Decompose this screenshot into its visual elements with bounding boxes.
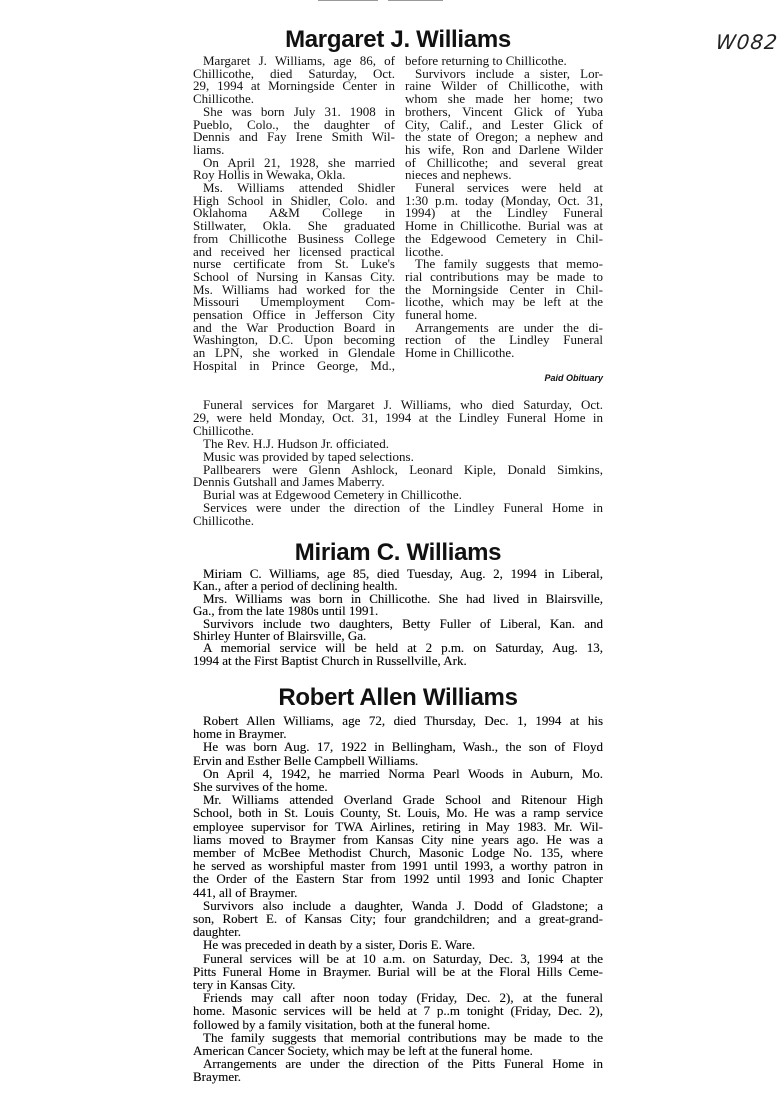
text-line: The family suggests that memo-: [415, 256, 603, 272]
text-line: Home in Chillicothe.: [405, 345, 515, 361]
paragraph: [405, 65, 603, 183]
text-line: raine Wilder of Chillicothe, with: [405, 78, 603, 94]
text-line: Ms. Williams had worked for the: [193, 281, 395, 297]
paragraph: [193, 740, 603, 766]
text-line: A memorial service will be held at 2 p.m. on Saturday, Aug. 13,: [203, 640, 603, 656]
text-line: son, Robert E. of Kansas City; four grandchildren; and a great-grand-: [193, 911, 603, 927]
text-line: rial contributions may be made to: [405, 268, 603, 284]
text-line: Shirley Hunter of Blairsville, Ga.: [193, 628, 367, 644]
text-line: liams.: [193, 141, 225, 157]
text-line: the Edgewood Cemetery in Chil-: [405, 230, 603, 246]
paragraph: [193, 55, 395, 106]
text-line: She was born July 31. 1908 in: [203, 103, 395, 119]
text-line: the Morningside Center in Chil-: [405, 281, 603, 297]
text-line: Kan., after a period of declining health.: [193, 578, 398, 594]
obituary-title-miriam: Miriam C. Williams: [294, 539, 502, 566]
text-line: liams moved to Braymer from Kansas City nine years ago. He was a: [193, 831, 603, 847]
text-line: 1994 at the First Baptist Church in Russellville, Ark.: [193, 652, 467, 668]
paragraph: [193, 767, 603, 793]
funeral-services-notice: [193, 399, 603, 528]
text-line: She survives of the home.: [193, 779, 328, 795]
text-line: Pallbearers were Glenn Ashlock, Leonard Kiple, Donald Simkins,: [203, 461, 603, 477]
text-line: nurse certificate from St. Luke's: [193, 256, 395, 272]
text-line: daughter.: [193, 924, 242, 940]
text-line: he served as worshipful master from 1991 until 1993, a worthy patron in: [193, 858, 603, 874]
text-line: Hospital in Prince George, Md.,: [193, 357, 395, 373]
text-line: rection of the Lindley Funeral: [405, 332, 603, 348]
handwritten-annotation: W082: [714, 30, 779, 54]
paragraph: [193, 502, 603, 528]
text-line: Ms. Williams attended Shidler: [203, 180, 395, 196]
text-line: Arrangements are under the direction of the Pitts Funeral Home in: [203, 1056, 603, 1072]
text-line: 29, 1994 at Morningside Center in: [193, 78, 395, 94]
text-line: from Chillicothe Business College: [193, 230, 395, 246]
text-line: Funeral services were held at: [415, 180, 603, 196]
text-line: Funeral services for Margaret J. Williams, who died Saturday, Oct.: [203, 397, 603, 412]
text-line: 441, all of Braymer.: [193, 884, 298, 900]
paragraph: [193, 154, 395, 183]
paragraph: [193, 461, 603, 490]
paragraph: [193, 615, 603, 644]
top-rule: [388, 0, 443, 1]
text-line: pensation Office in Jefferson City: [193, 307, 395, 323]
text-line: Mrs. Williams was born in Chillicothe. She had lived in Blairsville,: [203, 590, 603, 606]
paragraph: [193, 642, 603, 667]
text-line: 1994) at the Lindley Funeral: [405, 205, 603, 221]
text-line: of Chillicothe; and several great: [405, 154, 603, 170]
paragraph: [193, 399, 603, 438]
text-line: and received her licensed practical: [193, 243, 395, 259]
paragraph: [193, 938, 603, 951]
text-line: On April 4, 1942, he married Norma Pearl Woods in Auburn, Mo.: [203, 765, 603, 781]
text-line: Music was provided by taped selections.: [203, 448, 414, 464]
text-line: The family suggests that memorial contributions may be made to the: [203, 1029, 603, 1045]
text-line: whom she made her home; two: [405, 91, 603, 107]
margaret-column-1: [193, 55, 395, 373]
text-line: Miriam C. Williams, age 85, died Tuesday, Aug. 2, 1994 in Liberal,: [203, 566, 603, 581]
text-line: Survivors also include a daughter, Wanda J. Dodd of Gladstone; a: [203, 897, 603, 913]
text-line: Ervin and Esther Belle Campbell Williams.: [193, 752, 419, 768]
paragraph: [193, 103, 395, 157]
text-line: Arrangements are under the di-: [415, 319, 603, 335]
text-line: home. Masonic services will be held at 7 p..m tonight (Friday, Dec. 2),: [193, 1003, 603, 1019]
text-line: his wife, Ron and Darlene Wilder: [405, 141, 603, 157]
text-line: and the War Production Board in: [193, 319, 395, 335]
paragraph: [405, 319, 603, 361]
text-line: The Rev. H.J. Hudson Jr. officiated.: [203, 435, 389, 451]
text-line: the state of Oregon; a nephew and: [405, 129, 603, 145]
text-line: Home in Chillicothe. Burial was at: [405, 218, 603, 234]
text-line: Survivors include a sister, Lor-: [415, 65, 603, 81]
text-line: School, both in St. Louis County, St. Louis, Mo. He was a ramp service: [193, 805, 603, 821]
text-line: School of Nursing in Kansas City.: [193, 268, 395, 284]
text-line: On April 21, 1928, she married: [203, 154, 395, 170]
text-line: Missouri Umemployment Com-: [193, 294, 395, 310]
text-line: Dennis Gutshall and James Maberry.: [193, 474, 385, 490]
text-line: employee supervisor for TWA Airlines, retiring in May 1983. Mr. Wil-: [193, 818, 603, 834]
text-line: Stillwater, Okla. She graduated: [193, 218, 395, 234]
paragraph: [193, 899, 603, 939]
text-line: Ga., from the late 1980s until 1991.: [193, 603, 379, 619]
text-line: Survivors include two daughters, Betty Fuller of Liberal, Kan. and: [203, 615, 603, 631]
text-line: funeral home.: [405, 307, 478, 323]
text-line: Chillicothe.: [193, 422, 255, 438]
text-line: 1:30 p.m. today (Monday, Oct. 31,: [405, 192, 603, 208]
paid-obituary-credit: Paid Obituary: [544, 373, 603, 383]
text-line: member of McBee Methodist Church, Masonic Lodge No. 135, where: [193, 845, 603, 861]
margaret-column-2: [405, 55, 603, 360]
robert-body: [193, 714, 603, 1084]
text-line: home in Braymer.: [193, 726, 287, 742]
miriam-body: [193, 568, 603, 667]
text-line: Washington, D.C. Upon becoming: [193, 332, 395, 348]
text-line: Chillicothe.: [193, 91, 255, 107]
text-line: Dennis and Fay Irene Smith Wil-: [193, 129, 395, 145]
text-line: an LPN, she worked in Glendale: [193, 345, 395, 361]
paragraph: [193, 952, 603, 992]
paragraph: [193, 182, 395, 373]
text-line: Services were under the direction of the Lindley Funeral Home in: [203, 500, 603, 516]
text-line: Robert Allen Williams, age 72, died Thursday, Dec. 1, 1994 at his: [203, 713, 603, 728]
text-line: licothe, which may be left at the: [405, 294, 603, 310]
paragraph: [405, 258, 603, 322]
text-line: nieces and nephews.: [405, 167, 512, 183]
top-rule: [318, 0, 378, 1]
text-line: He was born Aug. 17, 1922 in Bellingham, Wash., the son of Floyd: [203, 739, 603, 755]
text-line: Funeral services will be at 10 a.m. on Saturday, Dec. 3, 1994 at the: [203, 950, 603, 966]
text-line: Margaret J. Williams, age 86, of: [203, 53, 395, 68]
text-line: He was preceded in death by a sister, Doris E. Ware.: [203, 937, 476, 953]
text-line: Burial was at Edgewood Cemetery in Chillicothe.: [203, 487, 462, 503]
obituary-title-robert: Robert Allen Williams: [278, 684, 518, 711]
paragraph: [193, 714, 603, 740]
text-line: High School in Shidler, Colo. and: [193, 192, 395, 208]
text-line: Chillicothe.: [193, 513, 255, 529]
paragraph: [193, 1057, 603, 1083]
paragraph: [193, 793, 603, 899]
text-line: Mr. Williams attended Overland Grade School and Ritenour High: [203, 792, 603, 808]
text-line: Pitts Funeral Home in Braymer. Burial will be at the Floral Hills Ceme-: [193, 963, 603, 979]
paragraph: [193, 568, 603, 593]
text-line: City, Calif., and Lester Glick of: [405, 116, 603, 132]
text-line: Oklahoma A&M College in: [193, 205, 395, 221]
text-line: American Cancer Society, which may be left at the funeral home.: [193, 1043, 533, 1059]
obituary-title-margaret: Margaret J. Williams: [285, 26, 511, 53]
text-line: before returning to Chillicothe.: [405, 53, 567, 68]
text-line: tery in Kansas City.: [193, 977, 296, 993]
paragraph: [193, 590, 603, 619]
paragraph: [193, 991, 603, 1031]
text-line: Friends may call after noon today (Friday, Dec. 2), at the funeral: [203, 990, 603, 1006]
text-line: Braymer.: [193, 1069, 242, 1085]
text-line: Chillicothe, died Saturday, Oct.: [193, 65, 395, 81]
text-line: brothers, Vincent Glick of Yuba: [405, 103, 603, 119]
paragraph: [193, 1031, 603, 1057]
text-line: Pueblo, Colo., the daughter of: [193, 116, 395, 132]
text-line: licothe.: [405, 243, 444, 259]
text-line: the Order of the Eastern Star from 1992 until 1993 and Ionic Chapter: [193, 871, 603, 887]
text-line: followed by a family visitation, both at the funeral home.: [193, 1016, 491, 1032]
text-line: Roy Hollis in Wewaka, Okla.: [193, 167, 346, 183]
text-line: 29, were held Monday, Oct. 31, 1994 at the Lindley Funeral Home in: [193, 409, 603, 425]
paragraph: [405, 182, 603, 258]
